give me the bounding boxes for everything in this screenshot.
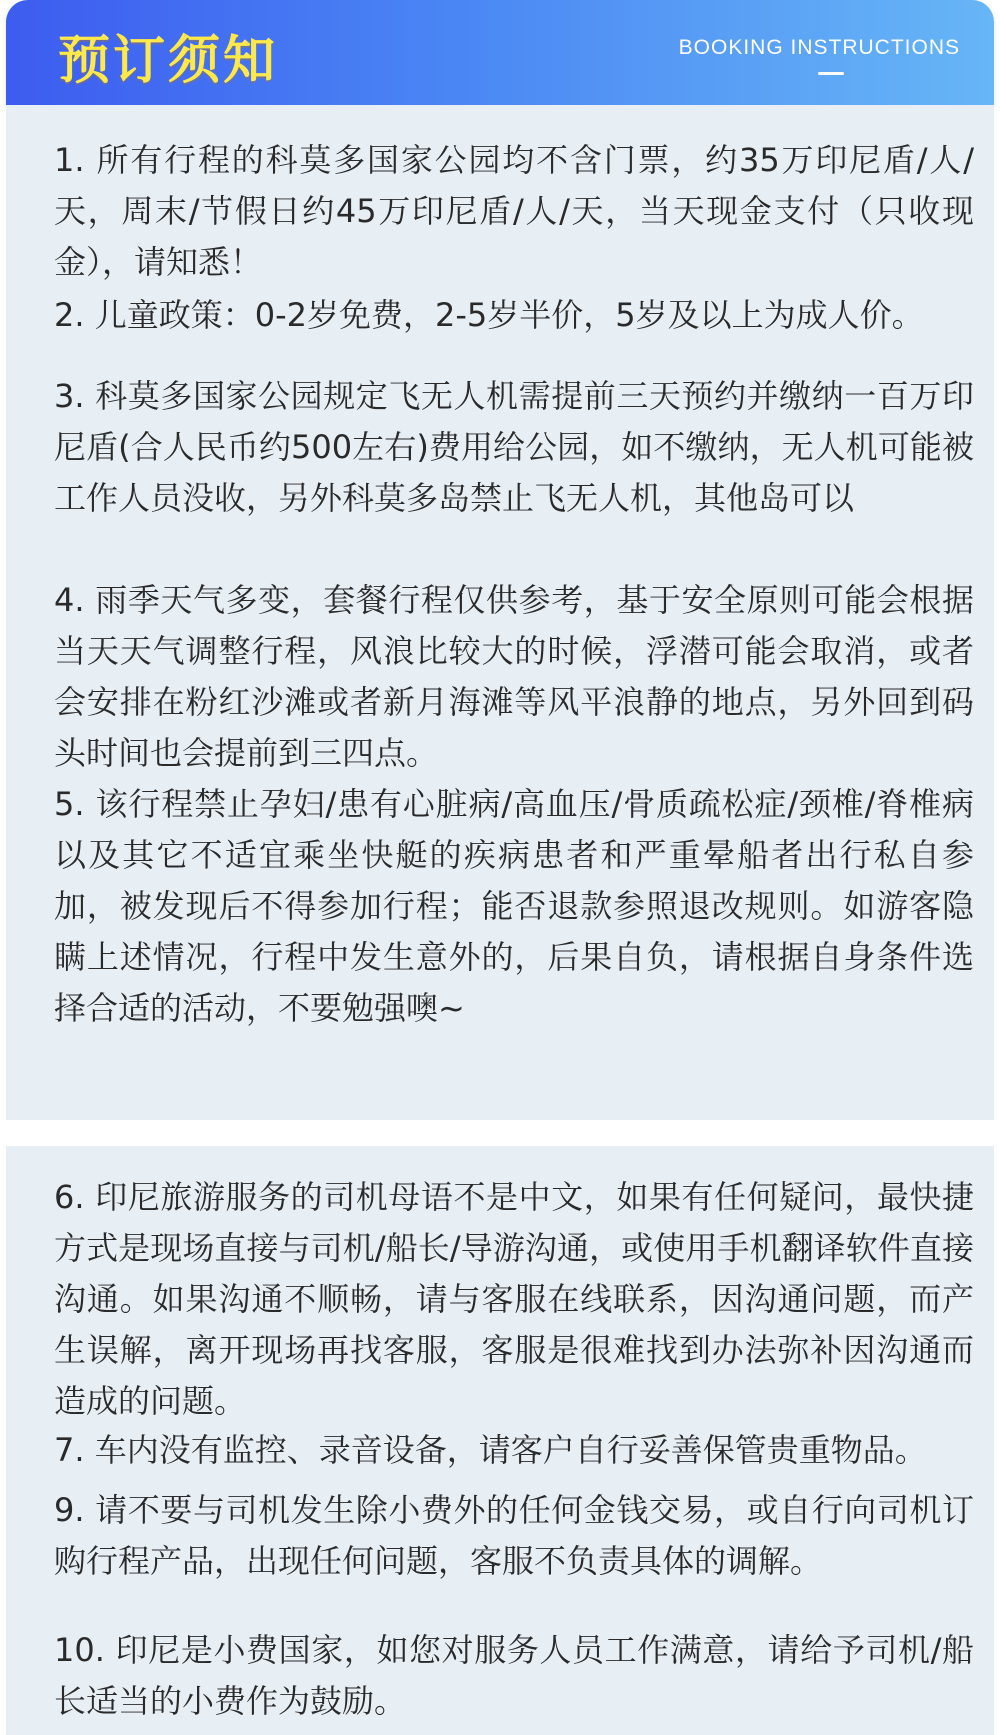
instruction-item-2: 2. 儿童政策：0-2岁免费，2-5岁半价，5岁及以上为成人价。 [54, 296, 924, 334]
page-title: 预订须知 [58, 31, 279, 91]
instruction-item-7: 7. 车内没有监控、录音设备，请客户自行妥善保管贵重物品。 [54, 1431, 927, 1469]
subtitle-underline [818, 72, 844, 75]
instruction-item-5: 5. 该行程禁止孕妇/患有心脏病/高血压/骨质疏松症/颈椎/脊椎病以及其它不适宜乘坐快艇的疾病患者和严重晕船者出行私自参加，被发现后不得参加行程；能否退款参照退改规则。如游客隐瞒上述情况，行程中发生意外的，后果自负，请根据自身条件选择合适的活动，不要勉强噢~ [54, 785, 974, 1027]
instruction-item-9: 9. 请不要与司机发生除小费外的任何金钱交易，或自行向司机订购行程产品，出现任何问题，客服不负责具体的调解。 [54, 1491, 974, 1580]
instruction-item-3: 3. 科莫多国家公园规定飞无人机需提前三天预约并缴纳一百万印尼盾(合人民币约500左右)费用给公园，如不缴纳，无人机可能被工作人员没收，另外科莫多岛禁止飞无人机，其他岛可以 [54, 377, 974, 517]
instruction-item-6: 6. 印尼旅游服务的司机母语不是中文，如果有任何疑问，最快捷方式是现场直接与司机/船长/导游沟通，或使用手机翻译软件直接沟通。如果沟通不顺畅，请与客服在线联系，因沟通问题，而产生误解，离开现场再找客服，客服是很难找到办法弥补因沟通而造成的问题。 [54, 1178, 974, 1420]
section-header [6, 0, 994, 105]
page-subtitle: BOOKING INSTRUCTIONS [678, 36, 960, 59]
instruction-item-1: 1. 所有行程的科莫多国家公园均不含门票，约35万印尼盾/人/天，周末/节假日约45万印尼盾/人/天，当天现金支付（只收现金），请知悉！ [54, 141, 974, 281]
section-divider [6, 1120, 994, 1146]
instruction-item-4: 4. 雨季天气多变，套餐行程仅供参考，基于安全原则可能会根据当天天气调整行程，风浪比较大的时候，浮潜可能会取消，或者会安排在粉红沙滩或者新月海滩等风平浪静的地点，另外回到码头时间也会提前到三四点。 [54, 581, 974, 772]
instruction-item-10: 10. 印尼是小费国家，如您对服务人员工作满意，请给予司机/船长适当的小费作为鼓励。 [54, 1631, 974, 1720]
instructions-panel [6, 105, 994, 1735]
